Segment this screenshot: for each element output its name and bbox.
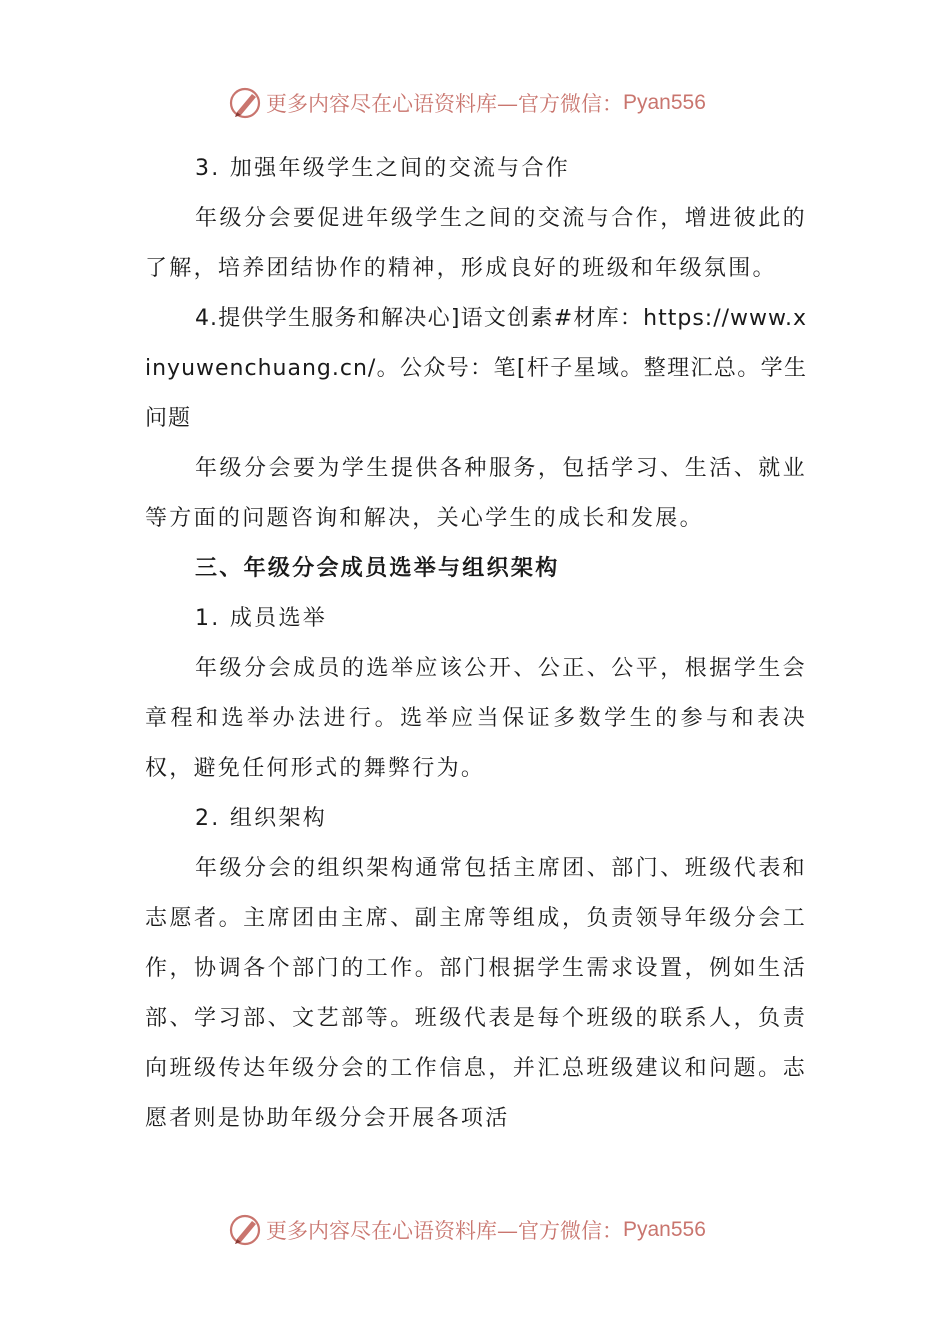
watermark-id: Pyan556 — [623, 1218, 706, 1241]
pen-logo-icon — [228, 1212, 264, 1248]
watermark-footer — [228, 1210, 706, 1250]
watermark-text: 更多内容尽在心语资料库—官方微信： — [266, 92, 623, 116]
item-3-title: 3. 加强年级学生之间的交流与合作 — [195, 156, 571, 181]
watermark-id: Pyan556 — [623, 91, 706, 114]
item-4-body: 年级分会要为学生提供各种服务，包括学习、生活、就业等方面的问题咨询和解决，关心学生的成长和发展。 — [145, 456, 807, 531]
sub-2-title: 2. 组织架构 — [195, 806, 328, 831]
watermark-text: 更多内容尽在心语资料库—官方微信： — [266, 1219, 623, 1243]
document-body — [145, 144, 807, 1144]
sub-2-body: 年级分会的组织架构通常包括主席团、部门、班级代表和志愿者。主席团由主席、副主席等组成，负责领导年级分会工作，协调各个部门的工作。部门根据学生需求设置，例如生活部、学习部、文艺部等。班级代表是每个班级的联系人，负责向班级传达年级分会的工作信息，并汇总班级建议和问题。志愿者则是协助年级分会开展各项活 — [145, 856, 807, 1131]
item-4-title: 4.提供学生服务和解决心]语文创素#材库：https://www.xinyuwenchuang.cn/。公众号：笔[杆子星域。整理汇总。学生问题 — [145, 306, 807, 431]
sub-1-title: 1. 成员选举 — [195, 606, 328, 631]
item-3-body: 年级分会要促进年级学生之间的交流与合作，增进彼此的了解，培养团结协作的精神，形成良好的班级和年级氛围。 — [145, 206, 807, 281]
pen-logo-icon — [228, 85, 264, 121]
sub-1-body: 年级分会成员的选举应该公开、公正、公平，根据学生会章程和选举办法进行。选举应当保证多数学生的参与和表决权，避免任何形式的舞弊行为。 — [145, 656, 807, 781]
watermark-header — [228, 83, 706, 123]
section-3-heading: 三、年级分会成员选举与组织架构 — [195, 556, 560, 581]
